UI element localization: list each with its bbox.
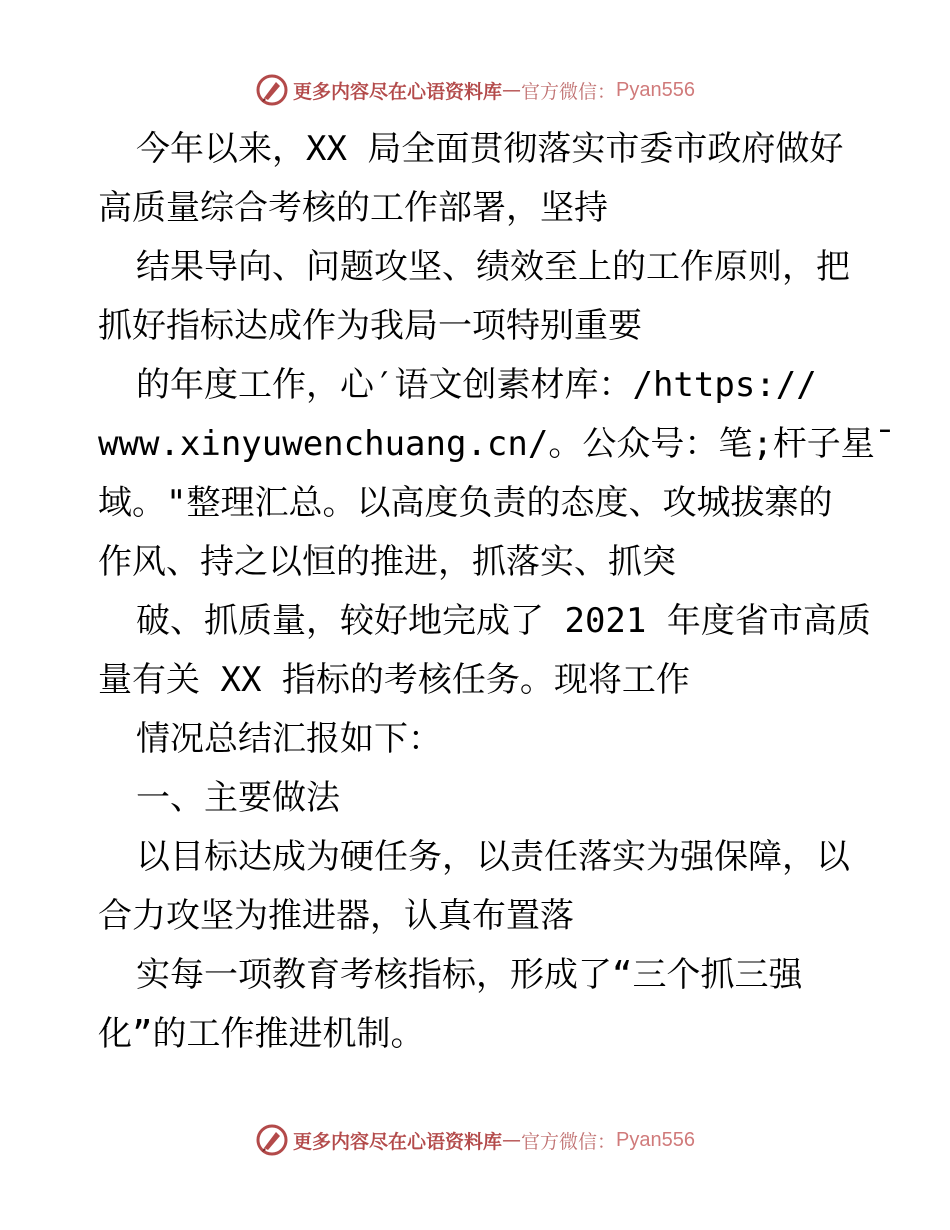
- text-line-16: 化”的工作推进机制。: [98, 1014, 425, 1054]
- footer-site-text: 更多内容尽在心语资料库: [293, 1130, 503, 1153]
- footer-separator: —: [502, 1129, 522, 1151]
- text-line-9: 破、抓质量，较好地完成了 2021 年度省市高质: [136, 601, 871, 641]
- text-line-7: 域。"整理汇总。以高度负责的态度、攻城拔寨的: [98, 483, 833, 523]
- pen-logo-icon: [255, 1123, 289, 1157]
- text-line-15: 实每一项教育考核指标，形成了“三个抓三强: [136, 955, 803, 995]
- text-line-14: 合力攻坚为推进器，认真布置落: [98, 896, 574, 936]
- text-line-8: 作风、持之以恒的推进，抓落实、抓突: [98, 542, 676, 582]
- header-wechat-label: 官方微信：: [521, 80, 617, 103]
- footer-banner: [0, 1120, 950, 1160]
- footer-wechat-label: 官方微信：: [521, 1130, 617, 1153]
- pen-logo-icon: [255, 73, 289, 107]
- text-line-10: 量有关 XX 指标的考核任务。现将工作: [98, 660, 690, 700]
- text-line-5: 的年度工作，心′语文创素材库：/https://: [136, 365, 817, 405]
- text-line-2: 高质量综合考核的工作部署，坚持: [98, 188, 608, 228]
- document-body: [98, 120, 896, 1064]
- text-line-6: www.xinyuwenchuang.cn/。公众号：笔;杆子星¯: [98, 424, 896, 464]
- header-wechat-id: Pyan556: [616, 78, 695, 101]
- footer-wechat-id: Pyan556: [616, 1128, 695, 1151]
- header-separator: —: [502, 79, 522, 101]
- header-site-text: 更多内容尽在心语资料库: [293, 80, 503, 103]
- text-line-13: 以目标达成为硬任务，以责任落实为强保障，以: [136, 837, 850, 877]
- text-line-4: 抓好指标达成作为我局一项特别重要: [98, 306, 642, 346]
- text-line-11: 情况总结汇报如下：: [136, 719, 442, 759]
- text-line-1: 今年以来，XX 局全面贯彻落实市委市政府做好: [136, 129, 844, 169]
- header-banner: [0, 70, 950, 110]
- text-line-3: 结果导向、问题攻坚、绩效至上的工作原则，把: [136, 247, 850, 287]
- section-heading: 一、主要做法: [136, 778, 340, 818]
